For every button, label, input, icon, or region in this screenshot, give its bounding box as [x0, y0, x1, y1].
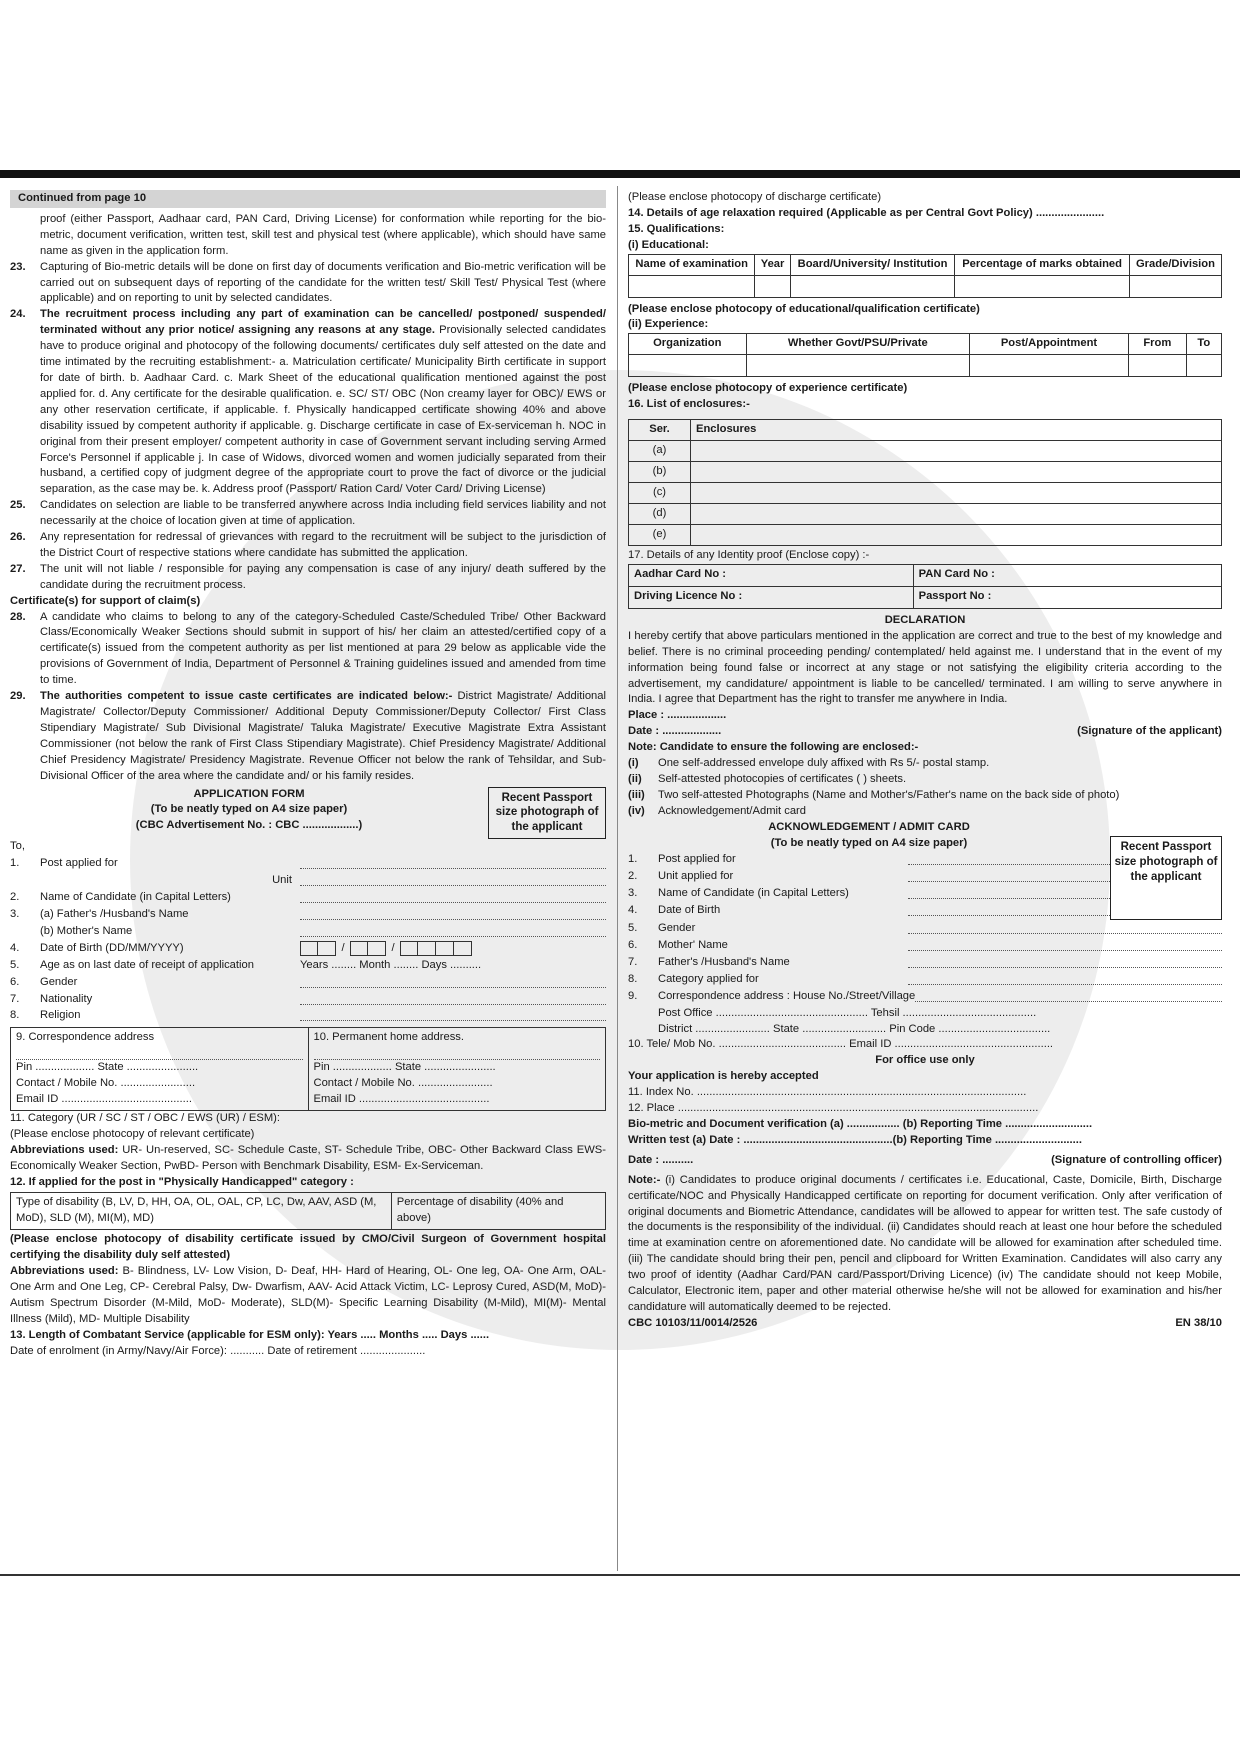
dob-boxes: / /	[300, 941, 472, 957]
field-label: Post applied for	[40, 857, 118, 870]
field-label: Age as on last date of receipt of application	[40, 958, 254, 971]
ph-question: 12. If applied for the post in "Physically Handicapped" category :	[10, 1175, 354, 1188]
field-label: Date of Birth (DD/MM/YYYY)	[40, 941, 184, 954]
field-label: Nationality	[40, 992, 93, 1005]
field-line	[300, 856, 606, 869]
experience-table: Organization Whether Govt/PSU/Private Post/Appointment From To	[628, 333, 1222, 377]
list-item: 26. Any representation for redressal of grievances with regard to the recruitment will be subject to the jurisdiction of the District Court of respective stations where candidate has submitted the application.	[10, 531, 606, 559]
application-form-subtitle: (To be neatly typed on A4 size paper)	[150, 803, 348, 816]
correspondence-address-label: 9. Correspondence address	[16, 1031, 155, 1044]
ack-photo-box: Recent Passport size photograph of the applicant	[1110, 836, 1222, 920]
page-header-bar	[0, 170, 1240, 178]
esm-service: 13. Length of Combatant Service (applicable for ESM only): Years ..... Months ..... Days ......	[10, 1328, 490, 1341]
en-number: EN 38/10	[1175, 1316, 1222, 1329]
office-use-heading: For office use only	[875, 1054, 975, 1067]
abbreviations: Abbreviations used: UR- Un-reserved, SC- Schedule Caste, ST- Schedule Tribe, OBC- Other Backward Class EWS- Economically Weaker Section, PwBD- Person with Benchmark Disability, ESM- Ex-Serviceman.	[10, 1143, 606, 1172]
identity-table: Aadhar Card No : PAN Card No : Driving Licence No : Passport No :	[628, 564, 1222, 609]
list-item: 28. A candidate who claims to belong to any of the category-Scheduled Caste/Scheduled Tribe/ Other Backward Class/Economically Weaker Sections should submit in support of his/ her claim an attested/certified copy of a certificate(s) issued from the competent authority as per list mentioned at para 29 below as applicable vide the provisions of Government of India, Department of Personnel & Training guidelines issued and amended from time to time.	[10, 610, 606, 687]
column-separator	[617, 186, 618, 1571]
list-item: 24. The recruitment process including any part of examination can be cancelled/ postponed/ suspended/ terminated without any prior notice/ assigning any reasons at any stage. Provisionally selected candidates have to produce original and photocopy of the following documents/ certificates duly self attested on the date and time intimated by the recruiting establishment:- a. Matriculation certificate/ Municipality Birth certificate in support for date of birth. b. Aadhaar Card. c. Mark Sheet of the educational qualification mentioned against the post applied for. d. Any certificate for the desirable qualification. e. SC/ ST/ OBC (Non creamy layer for OBC)/ EWS or any other reservation certificate, if applicable. f. Physically handicapped certificate showing 40% and above disability issued by competent authority if applicable. g. Discharge certificate in case of Ex-serviceman h. NOC in original from their present employer/ competent authority in case of Government servant including serving Armed Force's Personnel if applicable j. In case of Widows, divorced women and women judicially separated from their husband, a certified copy of judgment degree of the appropriate court to prove the fact of divorce or the judicial separation, as the case may be. k. Address proof (Passport/ Ration Card/ Voter Card/ Driving License)	[10, 308, 606, 496]
certificate-heading: Certificate(s) for support of claim(s)	[10, 594, 201, 607]
unit-label: Unit	[272, 874, 292, 887]
declaration-title: DECLARATION	[884, 613, 966, 626]
photo-box: Recent Passport size photograph of the applicant	[488, 787, 606, 840]
officer-signature: (Signature of controlling officer)	[1051, 1153, 1222, 1166]
address-box: 9. Correspondence address Pin ................... State ....................... Contact / Mobile No. ........................ Email ID .......................................... 10. Permanent home address. Pin ................... State ....................... Contact / Mobile No. ........................ Email ID ..........................................	[10, 1027, 606, 1111]
list-item: 23. Capturing of Bio-metric details will be done on first day of documents verification and Bio-metric verification will be carried out on subsequent days of reporting of the candidate for the written test/ Skill Test/ Physical Test (where applicable) and on reporting to unit by selected candidates.	[10, 260, 606, 305]
age-text: Years ........ Month ........ Days ..........	[300, 958, 482, 971]
ph-table: Type of disability (B, LV, D, HH, OA, OL, OAL, CP, LC, Dw, AAV, ASD (M, MoD), SLD (M), MI(M), MD) Percentage of disability (40% and above)	[10, 1192, 606, 1230]
list-item: 27. The unit will not liable / responsible for paying any compensation is case of any injury/ death suffered by the candidate during the recruitment process.	[10, 562, 606, 591]
to-label: To,	[10, 840, 25, 853]
application-form-title: APPLICATION FORM	[193, 787, 305, 800]
declaration-text: I hereby certify that above particulars mentioned in the application are correct and true to the best of my knowledge and belief. There is no criminal proceeding pending/ contemplated/ held against me. I understand that in the event of my information being found false or incorrect at any stage or not satisfying the eligibility criteria according to the advertisement, my candidature/ appointment is liable to be cancelled/ terminated. I am willing to serve anywhere in India. I agree that Department has the right to transfer me anywhere in India.	[628, 629, 1222, 706]
ph-note: (Please enclose photocopy of disability certificate issued by CMO/Civil Surgeon of Government hospital certifying the disability duly self attested)	[10, 1233, 606, 1262]
list-item: 29. The authorities competent to issue caste certificates are indicated below:- District Magistrate/ Additional Magistrate/ Collector/Deputy Commissioner/ Additional Deputy Commissioner/Deputy Collector/ First Class Stipendiary Magistrate/ Sub Divisional Magistrate/ Taluka Magistrate/ Executive Magistrate Extra Assistant Commissioner (not below the rank of First Class Stipendiary Magistrate). Chief Presidency Magistrate/ Additional Chief Presidency Magistrate/ Presidency Magistrate. Revenue Officer not below the rank of Tehsildar, and Sub-Divisional Officer of the area where the candidate and/ or his family resides.	[10, 690, 606, 782]
field-label: Gender	[40, 975, 78, 988]
acknowledgement-title: ACKNOWLEDGEMENT / ADMIT CARD	[768, 820, 970, 833]
continued-label: Continued from page 10	[10, 190, 606, 208]
final-note: Note:- (i) Candidates to produce original documents / certificates i.e. Educational, Caste, Domicile, Birth, Discharge certificate/NOC and Physically Handicapped certificate on reporting for document verification. Only after verification of original documents and Biometric Attendance, candidates will be allowed to appear for written test. The safe custody of the documents is the responsibility of the individual. (ii) Candidates should reach at least one hour before the scheduled time at examination centre on aforementioned date. No candidate will be allowed for examination after scheduled time. (iii) The candidate should bring their pen, pencil and clipboard for Written Examination. Candidates will also carry any two proof of identity (Aadhar Card/PAN card/Passport/Driving Licence) (iv) The candidate should not keep Mobile, Calculator, Electronic item, paper and other material otherwise he/she will not be allowed for examination and his/her candidature will automatically deemed to be rejected.	[628, 1173, 1222, 1313]
field-label: (b) Mother's Name	[40, 924, 133, 937]
enclosures-table: Ser. Enclosures (a) (b) (c) (d) (e)	[628, 419, 1222, 546]
list-item: 25. Candidates on selection are liable to be transferred anywhere across India including field services liability and not necessarily at the choice of location given at time of application.	[10, 499, 606, 528]
right-column: (Please enclose photocopy of discharge certificate) 14. Details of age relaxation required (Applicable as per Central Govt Policy) ...................... 15. Qualifications: (i) Educational: Name of examination Year Board/University/ Institution Percentage of marks obtained Grade/Division (Please enclose photocopy of educational/qualification certificate) (ii) Experience: Organization Whether Govt/PSU/Private Post/Appointment From To (Please enclose photocopy of experience certificate) 16. List of enclosures:- Ser. Enclosures (a) (b) (c) (d) (e) 17. Details of any Identity proof (Enclose copy) :- Aadhar Card No : PAN Card No : Driving Licence No : Passport No : DECLARATION I hereby certify that above particulars mentioned in the application are correct and true to the best of my knowledge and belief. There is no criminal proceeding pending/ contemplated/ held against me. I understand that in the event of my information being found false or incorrect at any stage or not satisfying the eligibility criteria according to the advertisement, my candidature/ appointment is liable to be cancelled/ terminated. I am willing to serve anywhere in India. I agree that Department has the right to transfer me anywhere in India. Place : ................... Date : ................... (Signature of the applicant) Note: Candidate to ensure the following are enclosed:- (i) One self-addressed envelope duly affixed with Rs 5/- postal stamp. (ii) Self-attested photocopies of certificates ( ) sheets. (iii) Two self-attested Photographs (Name and Mother's/Father's name on the back side of photo) (iv) Acknowledgement/Admit card ACKNOWLEDGEMENT / ADMIT CARD (To be neatly typed on A4 size paper) 1. Post applied for 2. Unit applied for 3. Name of Candidate (in Capital Letters) 4. Date of Birth Recent Passport size photograph of the applicant 5. Gender 6. Mother' Name 7. Father's /Husband's Name 8. Category applied for 9. Correspondence address : House No./Street/Village Post Office ................................................. Tehsil ........................................... District ........................ State ........................... Pin Code .................................... 10. Tele/ Mob No. ......................................... Email ID ................................................... For office use only Your application is hereby accepted 11. Index No. .......................................................................................................... 12. Place .................................................................................................................... Bio-metric and Document verification (a) ................. (b) Reporting Time ............................ Written test (a) Date : ................................................(b) Reporting Time ............................ Date : .......... (Signature of controlling officer) Note:- (i) Candidates to produce original documents / certificates i.e. Educational, Caste, Domicile, Birth, Discharge certificate/NOC and Physically Handicapped certificate on reporting for document verification. Only after verification of original documents and Biometric Attendance, candidates will be allowed to appear for written test. The safe custody of the documents is the responsibility of the individual. (ii) Candidates should reach at least one hour before the scheduled time at examination centre on aforementioned date. No candidate will be allowed for examination after scheduled time. (iii) The candidate should bring their pen, pencil and clipboard for Written Examination. Candidates will also carry any two proof of identity (Aadhar Card/PAN card/Passport/Driving Licence) (iv) The candidate should not keep Mobile, Calculator, Electronic item, paper and other material otherwise he/she will not be allowed for examination and his/her candidature will automatically deemed to be rejected. CBC 10103/11/0014/2526 EN 38/10	[628, 190, 1222, 1332]
field-label: (a) Father's /Husband's Name	[40, 907, 189, 920]
permanent-address-label: 10. Permanent home address.	[313, 1031, 464, 1044]
ph-abbreviations: Abbreviations used: B- Blindness, LV- Low Vision, D- Deaf, HH- Hard of Hearing, OL- One leg, OA- One Arm, OAL- One Arm and One Leg, CP- Cerebral Palsy, Dw- Dwarfism, AAV- Acid Attack Victim, LC- Leprosy Cured, ASD(M, MoD)- Autism Spectrum Disorder (M-Mild, MoD- Moderate), SLD(M)- Specific Learning Disability (M-Mild), MI(M)- Mental Illness (Mild), MD- Multiple Disability	[10, 1265, 607, 1325]
enrolment-date: Date of enrolment (in Army/Navy/Air Force): ........... Date of retirement .....................	[10, 1344, 426, 1357]
category-question: 11. Category (UR / SC / ST / OBC / EWS (UR) / ESM):	[10, 1111, 280, 1124]
education-table: Name of examination Year Board/University/ Institution Percentage of marks obtained Grade/Division	[628, 254, 1222, 298]
page-bottom-rule	[0, 1574, 1240, 1576]
field-label: Religion	[40, 1009, 81, 1022]
field-label: Name of Candidate (in Capital Letters)	[40, 891, 231, 904]
advertisement-number: (CBC Advertisement No. : CBC ..................)	[135, 819, 363, 832]
cbc-number: CBC 10103/11/0014/2526	[628, 1316, 758, 1329]
left-column: Continued from page 10 proof (either Passport, Aadhaar card, PAN Card, Driving License) for conformation while reporting for the bio-metric, document verification, written test, skill test and physical test (where applicable), which should have same name as given in the application form. 23. Capturing of Bio-metric details will be done on first day of documents verification and Bio-metric verification will be carried out on subsequent days of reporting of the candidate for the written test/ Skill Test/ Physical Test (where applicable) and on reporting to unit by selected candidates. 24. The recruitment process including any part of examination can be cancelled/ postponed/ suspended/ terminated without any prior notice/ assigning any reasons at any stage. Provisionally selected candidates have to produce original and photocopy of the following documents/ certificates duly self attested on the date and time intimated by the recruiting establishment:- a. Matriculation certificate/ Municipality Birth certificate in support for date of birth. b. Aadhaar Card. c. Mark Sheet of the educational qualification mentioned against the post applied for. d. Any certificate for the desirable qualification. e. SC/ ST/ OBC (Non creamy layer for OBC)/ EWS or any other reservation certificate, if applicable. f. Physically handicapped certificate showing 40% and above disability issued by competent authority if applicable. g. Discharge certificate in case of Ex-serviceman h. NOC in original from their present employer/ competent authority in case of Government servant including serving Armed Force's Personnel if applicable j. In case of Widows, divorced women and women judicially separated from their husband, a certified copy of judgment degree of the appropriate court to prove the fact of divorce or the judicial separation, as the case may be. k. Address proof (Passport/ Ration Card/ Voter Card/ Driving License) 25. Candidates on selection are liable to be transferred anywhere across India including field services liability and not necessarily at the choice of location given at time of application. 26. Any representation for redressal of grievances with regard to the recruitment will be subject to the jurisdiction of the District Court of respective stations where candidate has submitted the application. 27. The unit will not liable / responsible for paying any compensation is case of any injury/ death suffered by the candidate during the recruitment process. Certificate(s) for support of claim(s) 28. A candidate who claims to belong to any of the category-Scheduled Caste/Scheduled Tribe/ Other Backward Class/Economically Weaker Sections should submit in support of his/ her claim an attested/certified copy of a certificate(s) issued from the competent authority as per list mentioned at para 29 below as applicable vide the provisions of Government of India, Department of Personnel & Training guidelines issued and amended from time to time. 29. The authorities competent to issue caste certificates are indicated below:- District Magistrate/ Additional Magistrate/ Collector/Deputy Commissioner/ Additional Deputy Commissioner/Deputy Collector/ First Class Stipendiary Magistrate/ Sub Divisional Magistrate/ Taluka Magistrate/ Executive Magistrate Extra Assistant Commissioner (not below the rank of First Class Stipendiary Magistrate). Chief Presidency Magistrate/ Additional Chief Presidency Magistrate/ Presidency Magistrate. Revenue Officer not below the rank of Tehsildar, and Sub-Divisional Officer of the area where the candidate and/ or his family resides. APPLICATION FORM (To be neatly typed on A4 size paper) (CBC Advertisement No. : CBC ..................) Recent Passport size photograph of the applicant To, 1. Post applied for Unit 2. Name of Candidate (in Capital Letters) 3. (a) Father's /Husband's Name (b) Mother's Name 4. Date of Birth (DD/MM/YYYY) / / 5. Age as on last date of receipt of application Years ........ Month ........ Days .......... 6. Gender 7. Nationality 8. Religion 9. Correspondence address Pin ................... State ....................... Contact / Mobile No. ........................ Email ID .......................................... 10. Permanent home address. Pin ................... State ....................... Contact / Mobile No. ........................ Email ID .......................................... 11. Category (UR / SC / ST / OBC / EWS (UR) / ESM): (Please enclose photocopy of relevant certificate) Abbreviations used: UR- Un-reserved, SC- Schedule Caste, ST- Schedule Tribe, OBC- Other Backward Class EWS- Economically Weaker Section, PwBD- Person with Benchmark Disability, ESM- Ex-Serviceman. 12. If applied for the post in "Physically Handicapped" category : Type of disability (B, LV, D, HH, OA, OL, OAL, CP, LC, Dw, AAV, ASD (M, MoD), SLD (M), MI(M), MD) Percentage of disability (40% and above) (Please enclose photocopy of disability certificate issued by CMO/Civil Surgeon of Government hospital certifying the disability duly self attested) Abbreviations used: B- Blindness, LV- Low Vision, D- Deaf, HH- Hard of Hearing, OL- One leg, OA- One Arm, OAL- One Arm and One Leg, CP- Cerebral Palsy, Dw- Dwarfism, AAV- Acid Attack Victim, LC- Leprosy Cured, ASD(M, MoD)- Autism Spectrum Disorder (M-Mild, MoD- Moderate), SLD(M)- Specific Learning Disability (M-Mild), MI(M)- Mental Illness (Mild), MD- Multiple Disability 13. Length of Combatant Service (applicable for ESM only): Years ..... Months ..... Days ...... Date of enrolment (in Army/Navy/Air Force): ........... Date of retirement .....................	[10, 190, 606, 1360]
intro-text: proof (either Passport, Aadhaar card, PAN Card, Driving License) for conformation while reporting for the bio-metric, document verification, written test, skill test and physical test (where applicable), which should have same name as given in the application form.	[40, 212, 606, 257]
applicant-signature: (Signature of the applicant)	[1077, 725, 1222, 738]
